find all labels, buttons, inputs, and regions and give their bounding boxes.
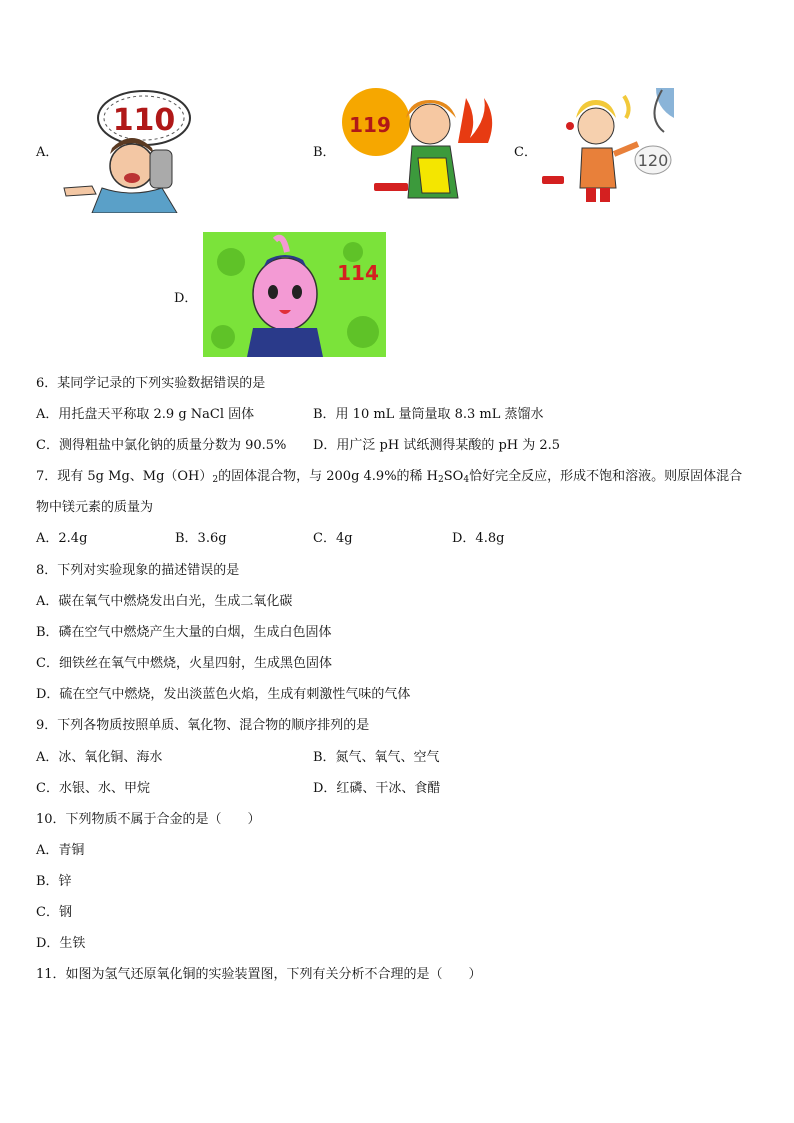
q6-stem: 6．某同学记录的下列实验数据错误的是	[36, 376, 266, 391]
q6-option-a[interactable]: A．用托盘天平称取 2.9 g NaCl 固体	[36, 407, 255, 422]
badge-110: 110	[112, 103, 176, 138]
badge-119: 119	[349, 113, 391, 137]
badge-114: 114	[337, 261, 379, 285]
q6-option-c[interactable]: C．测得粗盐中氯化钠的质量分数为 90.5%	[36, 438, 287, 453]
option-a-label: A．	[36, 145, 59, 160]
q10-option-d[interactable]: D．生铁	[36, 936, 86, 951]
q6-option-b[interactable]: B．用 10 mL 量筒量取 8.3 mL 蒸馏水	[313, 407, 544, 422]
q8-stem: 8．下列对实验现象的描述错误的是	[36, 563, 240, 578]
q9-option-c[interactable]: C．水银、水、甲烷	[36, 781, 150, 796]
q8-option-d[interactable]: D．硫在空气中燃烧，发出淡蓝色火焰，生成有刺激性气味的气体	[36, 687, 411, 702]
q10-option-a[interactable]: A．青铜	[36, 843, 85, 858]
option-b-picture[interactable]	[338, 88, 506, 203]
option-c-label: C．	[514, 145, 537, 160]
q9-option-b[interactable]: B．氮气、氧气、空气	[313, 750, 440, 765]
q8-option-b[interactable]: B．磷在空气中燃烧产生大量的白烟，生成白色固体	[36, 625, 332, 640]
q9-option-d[interactable]: D．红磷、干冰、食醋	[313, 781, 441, 796]
option-d-label: D．	[174, 291, 198, 306]
q10-option-c[interactable]: C．钢	[36, 905, 72, 920]
q8-option-a[interactable]: A．碳在氧气中燃烧发出白光，生成二氧化碳	[36, 594, 293, 609]
q7-stem: 7．现有 5g Mg、$Mg(OH)_2$的固体混合物，与 200g 4.9%的稀 $H_2SO_4$恰好完全反应，形成不饱和溶液。则原固体混合	[36, 469, 743, 485]
q10-stem: 10．下列物质不属于合金的是（ ）	[36, 812, 261, 827]
option-a-picture[interactable]	[62, 88, 192, 213]
traffic-police-call-illustration	[203, 232, 386, 357]
police-call-illustration	[62, 88, 192, 213]
badge-120: 120	[637, 151, 669, 170]
q8-option-c[interactable]: C．细铁丝在氧气中燃烧，火星四射，生成黑色固体	[36, 656, 332, 671]
ambulance-call-illustration	[536, 88, 674, 208]
q7-option-b[interactable]: B．3.6g	[175, 531, 227, 546]
q7-option-c[interactable]: C．4g	[313, 531, 353, 546]
q9-option-a[interactable]: A．冰、氧化铜、海水	[36, 750, 163, 765]
q6-option-d[interactable]: D．用广泛 pH 试纸测得某酸的 pH 为 2.5	[313, 438, 561, 453]
q9-stem: 9．下列各物质按照单质、氧化物、混合物的顺序排列的是	[36, 718, 370, 733]
option-c-picture[interactable]	[536, 88, 674, 208]
q11-stem: 11．如图为氢气还原氧化铜的实验装置图，下列有关分析不合理的是（ ）	[36, 967, 482, 982]
option-b-label: B．	[313, 145, 336, 160]
q7-option-a[interactable]: A．2.4g	[36, 531, 88, 546]
q10-option-b[interactable]: B．锌	[36, 874, 72, 889]
fire-call-illustration	[338, 88, 506, 203]
q7-option-d[interactable]: D．4.8g	[452, 531, 505, 546]
q7-stem-line2: 物中镁元素的质量为	[36, 500, 154, 515]
option-d-picture[interactable]	[203, 232, 386, 357]
